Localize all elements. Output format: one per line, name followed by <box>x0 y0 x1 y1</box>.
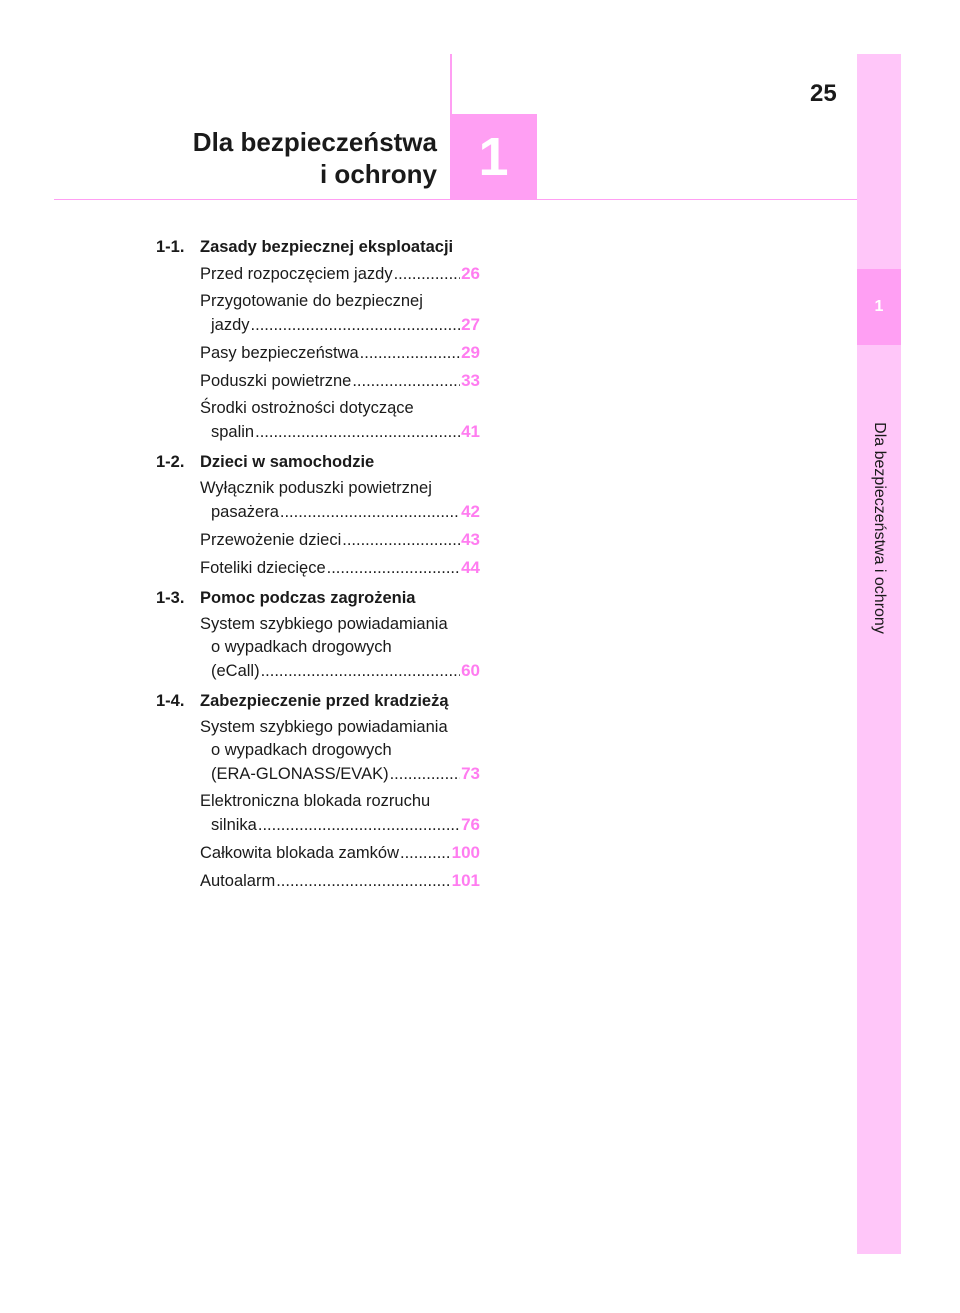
toc-entry-line <box>200 613 480 636</box>
toc-entry-text: System szybkiego powiadamiania <box>200 718 448 736</box>
toc-entry-text: Przewożenie dzieci <box>200 531 342 549</box>
toc-dot-leader <box>280 501 460 524</box>
toc-page-link[interactable]: 60 <box>461 661 480 680</box>
toc-page-link[interactable]: 33 <box>461 371 480 390</box>
toc-section-heading[interactable] <box>156 448 480 477</box>
side-tab-strip <box>857 54 901 1254</box>
toc-entry-line <box>200 290 480 313</box>
table-of-contents <box>156 233 480 897</box>
toc-entry-text: Przed rozpoczęciem jazdy <box>200 265 393 283</box>
side-tab-number: 1 <box>874 298 884 315</box>
toc-section-number: 1-4. <box>156 692 185 710</box>
toc-section-number: 1-1. <box>156 238 185 256</box>
toc-entry[interactable] <box>200 341 480 365</box>
toc-entry-line <box>200 869 480 893</box>
toc-entry-text: spalin <box>211 423 255 441</box>
toc-entry-line <box>200 659 480 683</box>
toc-dot-leader <box>258 814 460 837</box>
side-tab-label: Dla bezpieczeństwa i ochrony <box>871 422 888 634</box>
toc-section-heading[interactable] <box>156 584 480 613</box>
toc-entry-line <box>200 841 480 865</box>
chapter-number-box <box>450 114 537 200</box>
toc-dot-leader <box>400 842 451 865</box>
toc-section-number: 1-2. <box>156 453 185 471</box>
toc-dot-leader <box>261 660 460 683</box>
toc-entry-line <box>200 636 480 659</box>
toc-section-title: Dzieci w samochodzie <box>200 453 375 471</box>
toc-entry-line <box>200 341 480 365</box>
toc-entry-line <box>200 262 480 286</box>
toc-entry-line <box>200 477 480 500</box>
chapter-title-line-1: Dla bezpieczeństwa <box>192 127 437 157</box>
toc-dot-leader <box>394 263 461 286</box>
toc-entry[interactable] <box>200 397 480 444</box>
toc-entry[interactable] <box>200 613 480 683</box>
toc-entry-text: Wyłącznik poduszki powietrznej <box>200 479 432 497</box>
toc-entry-text: o wypadkach drogowych <box>211 638 392 656</box>
side-tab-chapter-1[interactable] <box>857 269 901 345</box>
toc-entry[interactable] <box>200 528 480 552</box>
toc-section-title: Zasady bezpiecznej eksploatacji <box>200 238 454 256</box>
toc-entry-text: (eCall) <box>211 662 260 680</box>
toc-entry[interactable] <box>200 290 480 337</box>
toc-dot-leader <box>390 763 461 786</box>
toc-dot-leader <box>352 370 460 393</box>
toc-entry-line <box>200 813 480 837</box>
toc-dot-leader <box>360 342 460 365</box>
toc-entry-line <box>200 397 480 420</box>
header-divider-vertical <box>450 54 452 116</box>
toc-entry-text: Pasy bezpieczeństwa <box>200 344 359 362</box>
toc-entry[interactable] <box>200 790 480 837</box>
toc-entry-text: Przygotowanie do bezpiecznej <box>200 292 423 310</box>
toc-dot-leader <box>342 529 460 552</box>
toc-entry-text: Poduszki powietrzne <box>200 372 352 390</box>
toc-entry[interactable] <box>200 262 480 286</box>
toc-entry-text: Środki ostrożności dotyczące <box>200 399 414 417</box>
toc-page-link[interactable]: 27 <box>461 315 480 334</box>
toc-entry[interactable] <box>200 841 480 865</box>
page-number: 25 <box>810 80 837 107</box>
toc-entry-text: Foteliki dziecięce <box>200 559 326 577</box>
toc-page-link[interactable]: 44 <box>461 558 480 577</box>
toc-page-link[interactable]: 100 <box>451 843 480 862</box>
header-divider-horizontal <box>54 199 857 200</box>
toc-entry-line <box>200 313 480 337</box>
toc-entry-text: jazdy <box>211 316 250 334</box>
toc-entry-text: o wypadkach drogowych <box>211 741 392 759</box>
toc-entry-text: Autoalarm <box>200 872 276 890</box>
chapter-title-line-2: i ochrony <box>319 159 437 189</box>
toc-section-heading[interactable] <box>156 233 480 262</box>
toc-entry-text: System szybkiego powiadamiania <box>200 615 448 633</box>
toc-section-title: Pomoc podczas zagrożenia <box>200 589 416 607</box>
toc-page-link[interactable]: 26 <box>461 264 480 283</box>
toc-entry-line <box>200 528 480 552</box>
toc-entry-line <box>200 369 480 393</box>
toc-entry-line <box>200 762 480 786</box>
toc-entry[interactable] <box>200 477 480 524</box>
toc-entry-text: silnika <box>211 816 257 834</box>
toc-entry[interactable] <box>200 369 480 393</box>
toc-section-title: Zabezpieczenie przed kradzieżą <box>200 692 449 710</box>
toc-entry-line <box>200 420 480 444</box>
toc-entry-text: Elektroniczna blokada rozruchu <box>200 792 431 810</box>
toc-entry[interactable] <box>200 716 480 786</box>
toc-section-heading[interactable] <box>156 687 480 716</box>
toc-page-link[interactable]: 73 <box>461 764 480 783</box>
toc-entry-line <box>200 716 480 739</box>
toc-page-link[interactable]: 42 <box>461 502 480 521</box>
toc-page-link[interactable]: 101 <box>451 871 480 890</box>
chapter-number: 1 <box>478 127 509 187</box>
toc-page-link[interactable]: 29 <box>461 343 480 362</box>
toc-entry[interactable] <box>200 556 480 580</box>
toc-page-link[interactable]: 43 <box>461 530 480 549</box>
toc-entry-line <box>200 556 480 580</box>
toc-dot-leader <box>327 557 460 580</box>
toc-entry-text: (ERA-GLONASS/EVAK) <box>211 765 389 783</box>
toc-page-link[interactable]: 76 <box>461 815 480 834</box>
toc-entry-text: pasażera <box>211 503 279 521</box>
toc-dot-leader <box>251 314 461 337</box>
toc-dot-leader <box>255 421 460 444</box>
toc-page-link[interactable]: 41 <box>461 422 480 441</box>
toc-dot-leader <box>276 870 450 893</box>
toc-entry-line <box>200 739 480 762</box>
chapter-title <box>193 126 437 190</box>
toc-entry[interactable] <box>200 869 480 893</box>
toc-entry-line <box>200 500 480 524</box>
toc-section-number: 1-3. <box>156 589 185 607</box>
toc-entry-line <box>200 790 480 813</box>
toc-entry-text: Całkowita blokada zamków <box>200 844 400 862</box>
